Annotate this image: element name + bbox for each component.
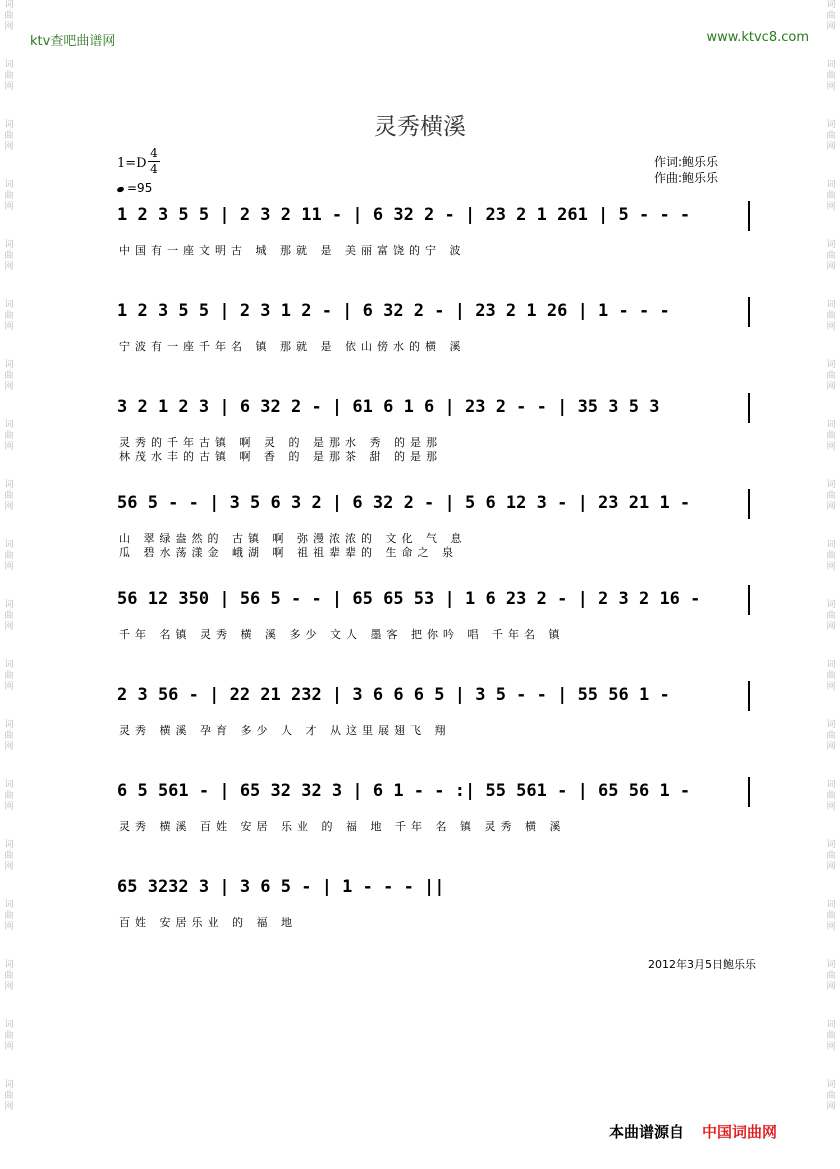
notation-line: 1 2 3 5 5 | 2 3 1 2 - | 6 32 2 - | 23 2 1 26 | 1 - - - xyxy=(117,301,670,321)
watermark-text: 词 曲 网 xyxy=(826,180,836,212)
notation-line: 56 5 - - | 3 5 6 3 2 | 6 32 2 - | 5 6 12 3 - | 23 21 1 - xyxy=(117,493,691,513)
lyric-line: 瓜 碧水荡漾金 峨湖 啊 祖祖辈辈的 生命之 泉 xyxy=(119,546,458,559)
watermark-text: 词 曲 网 xyxy=(4,360,14,392)
watermark-text: 词 曲 网 xyxy=(4,780,14,812)
source-site-link[interactable]: 中国词曲网 xyxy=(702,1123,778,1141)
watermark-text: 词 曲 网 xyxy=(826,120,836,152)
lyric-line: 灵秀的千年古镇 啊 灵 的 是那水 秀 的是那 xyxy=(119,436,442,449)
watermark-text: 词 曲 网 xyxy=(826,1020,836,1052)
site-name-left[interactable]: ktv查吧曲谱网 xyxy=(30,34,116,49)
barline xyxy=(748,777,750,807)
song-title: 灵秀横溪 xyxy=(374,114,466,140)
watermark-text: 词 曲 网 xyxy=(826,240,836,272)
lyric-line: 百姓 安居乐业 的 福 地 xyxy=(119,916,297,929)
watermark-text: 词 曲 网 xyxy=(4,1080,14,1112)
watermark-text: 词 曲 网 xyxy=(4,720,14,752)
watermark-text: 词 曲 网 xyxy=(826,0,836,32)
watermark-text: 词 曲 网 xyxy=(4,660,14,692)
watermark-text: 词 曲 网 xyxy=(4,1020,14,1052)
watermark-text: 词 曲 网 xyxy=(4,240,14,272)
watermark-text: 词 曲 网 xyxy=(826,840,836,872)
notation-line: 65 3232 3 | 3 6 5 - | 1 - - - || xyxy=(117,877,445,897)
watermark-text: 词 曲 网 xyxy=(826,900,836,932)
watermark-text: 词 曲 网 xyxy=(4,120,14,152)
lyric-line: 山 翠绿盎然的 古镇 啊 弥漫浓浓的 文化 气 息 xyxy=(119,532,467,545)
meter-bottom: 4 xyxy=(150,162,158,176)
watermark-text: 词 曲 网 xyxy=(4,180,14,212)
watermark-text: 词 曲 网 xyxy=(826,660,836,692)
barline xyxy=(748,681,750,711)
site-url-right[interactable]: www.ktvc8.com xyxy=(706,30,809,45)
meter-top: 4 xyxy=(150,146,158,160)
barline xyxy=(748,297,750,327)
tempo-value: =95 xyxy=(127,181,153,195)
lyric-line: 灵秀 横溪 百姓 安居 乐业 的 福 地 千年 名 镇 灵秀 横 溪 xyxy=(119,820,566,833)
watermark-text: 词 曲 网 xyxy=(826,300,836,332)
lyricist-credit: 作词:鲍乐乐 xyxy=(654,155,719,169)
notation-line: 6 5 561 - | 65 32 32 3 | 6 1 - - :| 55 561 - | 65 56 1 - xyxy=(117,781,691,801)
watermark-text: 词 曲 网 xyxy=(826,360,836,392)
watermark-text: 词 曲 网 xyxy=(826,960,836,992)
watermark-text: 词 曲 网 xyxy=(4,840,14,872)
barline xyxy=(748,393,750,423)
composition-date: 2012年3月5日鲍乐乐 xyxy=(648,958,756,971)
watermark-text: 词 曲 网 xyxy=(4,540,14,572)
watermark-text: 词 曲 网 xyxy=(4,960,14,992)
watermark-text: 词 曲 网 xyxy=(826,540,836,572)
notation-line: 1 2 3 5 5 | 2 3 2 11 - | 6 32 2 - | 23 2 1 261 | 5 - - - xyxy=(117,205,691,225)
barline xyxy=(748,201,750,231)
watermark-text: 词 曲 网 xyxy=(4,300,14,332)
notation-line: 56 12 350 | 56 5 - - | 65 65 53 | 1 6 23 2 - | 2 3 2 16 - xyxy=(117,589,701,609)
lyric-line: 中国有一座文明古 城 那就 是 美丽富饶的宁 波 xyxy=(119,244,466,257)
watermark-text: 词 曲 网 xyxy=(826,600,836,632)
watermark-text: 词 曲 网 xyxy=(4,600,14,632)
barline xyxy=(748,489,750,519)
watermark-text: 词 曲 网 xyxy=(826,420,836,452)
barline xyxy=(748,585,750,615)
watermark-text: 词 曲 网 xyxy=(4,900,14,932)
watermark-text: 词 曲 网 xyxy=(826,780,836,812)
watermark-text: 词 曲 网 xyxy=(4,0,14,32)
watermark-text: 词 曲 网 xyxy=(4,480,14,512)
watermark-text: 词 曲 网 xyxy=(826,480,836,512)
source-credit xyxy=(609,1121,777,1142)
notation-line: 3 2 1 2 3 | 6 32 2 - | 61 6 1 6 | 23 2 - - | 35 3 5 3 xyxy=(117,397,660,417)
lyric-line: 灵秀 横溪 孕育 多少 人 才 从这里展翅飞 翔 xyxy=(119,724,451,737)
key-signature: 1=D xyxy=(117,156,147,171)
lyric-line: 千年 名镇 灵秀 横 溪 多少 文人 墨客 把你吟 唱 千年名 镇 xyxy=(119,628,565,641)
composer-credit: 作曲:鲍乐乐 xyxy=(654,171,719,185)
lyric-line: 宁波有一座千年名 镇 那就 是 依山傍水的横 溪 xyxy=(119,340,466,353)
watermark-text: 词 曲 网 xyxy=(826,60,836,92)
watermark-text: 词 曲 网 xyxy=(4,60,14,92)
watermark-text: 词 曲 网 xyxy=(826,720,836,752)
lyric-line: 林茂水丰的古镇 啊 香 的 是那茶 甜 的是那 xyxy=(119,450,442,463)
watermark-text: 词 曲 网 xyxy=(4,420,14,452)
source-label: 本曲谱源自 xyxy=(609,1123,685,1141)
watermark-text: 词 曲 网 xyxy=(826,1080,836,1112)
notation-line: 2 3 56 - | 22 21 232 | 3 6 6 6 5 | 3 5 - - | 55 56 1 - xyxy=(117,685,670,705)
